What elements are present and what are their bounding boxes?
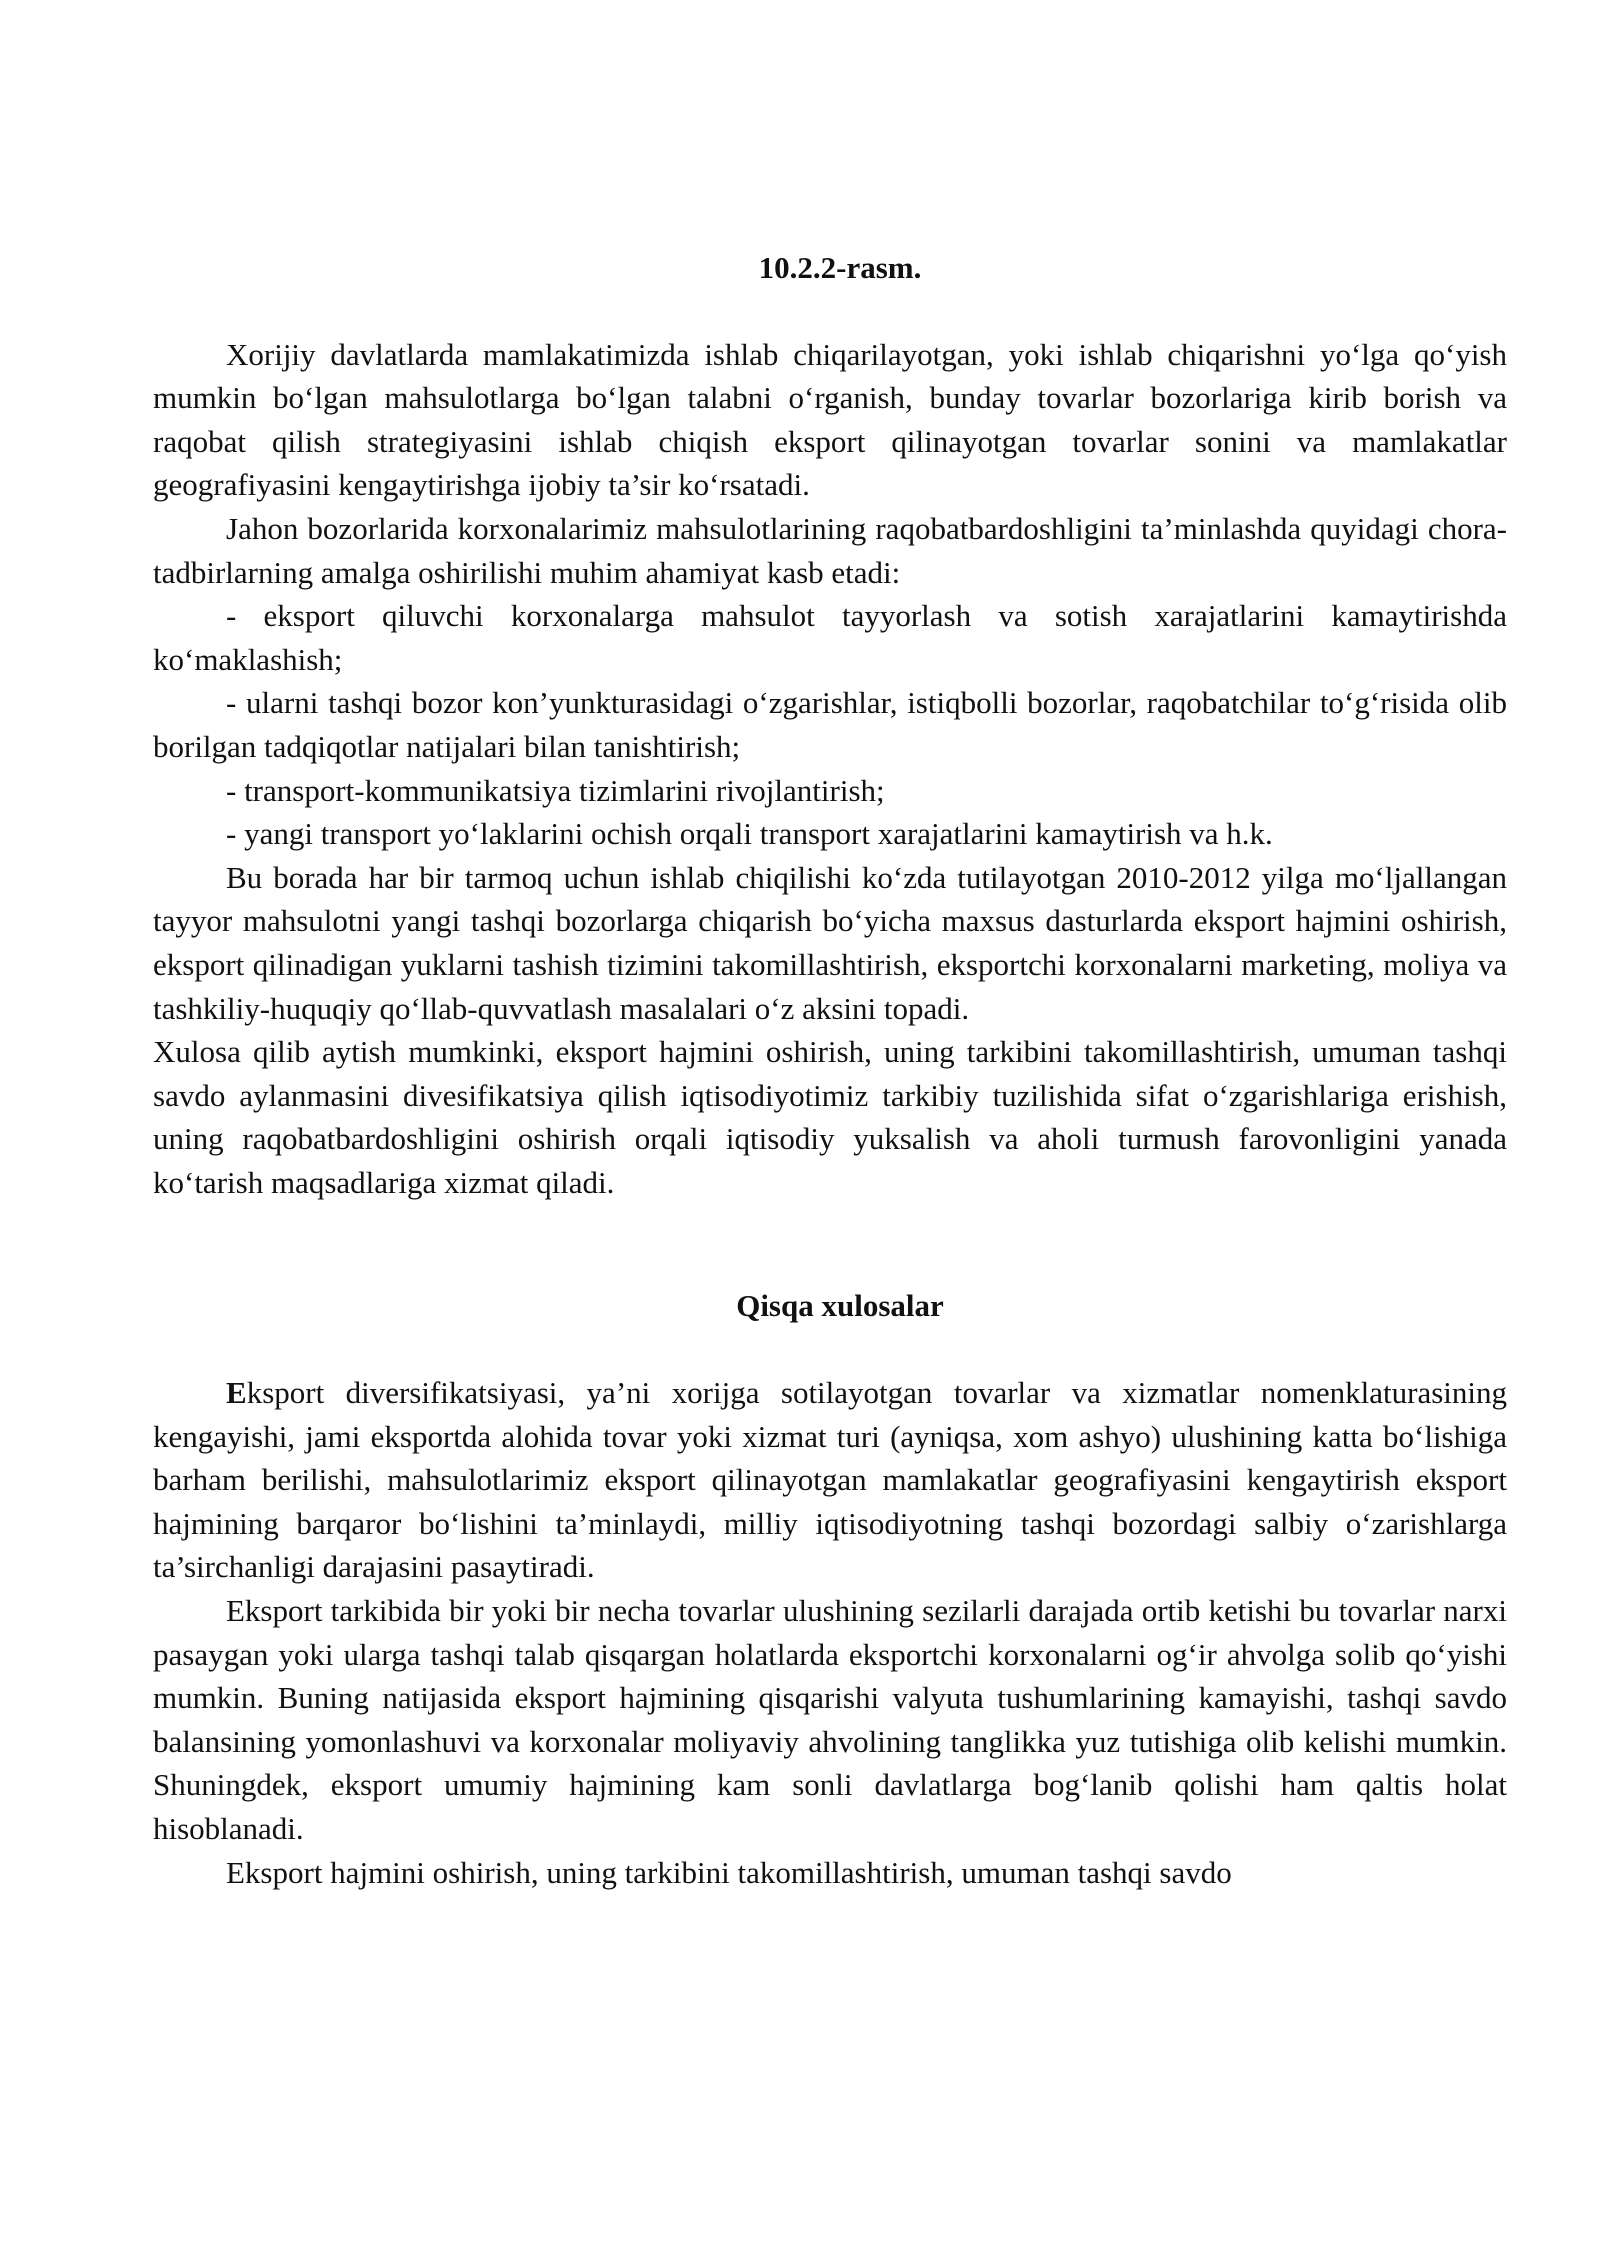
paragraph: Xorijiy davlatlarda mamlakatimizda ishlab chiqarilayotgan, yoki ishlab chiqarishni yo‘lga qo‘yish mumkin bo‘lgan mahsulotlarga bo‘lgan talabni o‘rganish, bunday tovarlar bozorlariga kirib borish va raqobat qilish strategiyasini ishlab chiqish eksport qilinayotgan tovarlar sonini va mamlakatlar geografiyasini kengaytirishga ijobiy ta’sir ko‘rsatadi. bbox=[153, 336, 1507, 503]
document-page bbox=[153, 246, 1507, 1894]
list-item: - transport-kommunikatsiya tizimlarini rivojlantirish; bbox=[226, 772, 885, 808]
list-item: - ularni tashqi bozor kon’yunkturasidagi o‘zgarishlar, istiqbolli bozorlar, raqobatchilar to‘g‘risida olib borilgan tadqiqotlar natijalari bilan tanishtirish; bbox=[153, 685, 1507, 764]
list-item: - yangi transport yo‘laklarini ochish orqali transport xarajatlarini kamaytirish va h.k. bbox=[226, 816, 1273, 852]
paragraph: Jahon bozorlarida korxonalarimiz mahsulotlarining raqobatbardoshligini ta’minlashda quyidagi chora-tadbirlarning amalga oshirilishi muhim ahamiyat kasb etadi: bbox=[153, 510, 1507, 590]
drop-letter: E bbox=[226, 1375, 247, 1411]
paragraph: Eksport tarkibida bir yoki bir necha tovarlar ulushining sezilarli darajada ortib ketishi bu tovarlar narxi pasaygan yoki ularga tashqi talab qisqargan holatlarda eksportchi korxonalarni og‘ir ahvolga solib qo‘yishi mumkin. Buning natijasida eksport hajmining qisqarishi valyuta tushumlarining kamayishi, tashqi savdo balansining yomonlashuvi va korxonalar moliyaviy ahvolining tanglikka yuz tutishiga olib kelishi mumkin. Shuningdek, eksport umumiy hajmining kam sonli davlatlarga bog‘lanib qolishi ham qaltis holat hisoblanadi. bbox=[153, 1593, 1507, 1846]
section-heading: Qisqa xulosalar bbox=[736, 1288, 944, 1324]
paragraph: Eksport hajmini oshirish, uning tarkibini takomillashtirish, umuman tashqi savdo bbox=[226, 1854, 1232, 1890]
paragraph: Bu borada har bir tarmoq uchun ishlab chiqilishi ko‘zda tutilayotgan 2010-2012 yilga mo‘ljallangan tayyor mahsulotni yangi tashqi bozorlarga chiqarish bo‘yicha maxsus dasturlarda eksport hajmini oshirish, eksport qilinadigan yuklarni tashish tizimini takomillashtirish, eksportchi korxonalarni marketing, moliya va tashkiliy-huquqiy qo‘llab-quvvatlash masalalari o‘z aksini topadi. bbox=[153, 859, 1507, 1026]
figure-caption: 10.2.2-rasm. bbox=[758, 250, 922, 285]
list-item: - eksport qiluvchi korxonalarga mahsulot tayyorlash va sotish xarajatlarini kamaytirishda ko‘maklashish; bbox=[153, 598, 1507, 677]
closing-paragraph: Xulosa qilib aytish mumkinki, eksport hajmini oshirish, uning tarkibini takomillashtirish, umuman tashqi savdo aylanmasini divesifikatsiya qilish iqtisodiyotimiz tarkibiy tuzilishida sifat o‘zgarishlariga erishish, uning raqobatbardoshligini oshirish orqali iqtisodiy yuksalish va aholi turmush farovonligini yanada ko‘tarish maqsadlariga xizmat qiladi. bbox=[153, 1034, 1507, 1200]
summary-paragraph-text: ksport diversifikatsiyasi, ya’ni xorijga sotilayotgan tovarlar va xizmatlar nomenklaturasining kengayishi, jami eksportda alohida tovar yoki xizmat turi (ayniqsa, xom ashyo) ulushining katta bo‘lishiga barham berilishi, mahsulotlarimiz eksport qilinayotgan mamlakatlar geografiyasini kengaytirish eksport hajmining barqaror bo‘lishini ta’minlaydi, milliy iqtisodiyotning tashqi bozordagi salbiy o‘zarishlarga ta’sirchanligi darajasini pasaytiradi. bbox=[153, 1375, 1507, 1585]
summary-paragraph bbox=[153, 1371, 1507, 1589]
